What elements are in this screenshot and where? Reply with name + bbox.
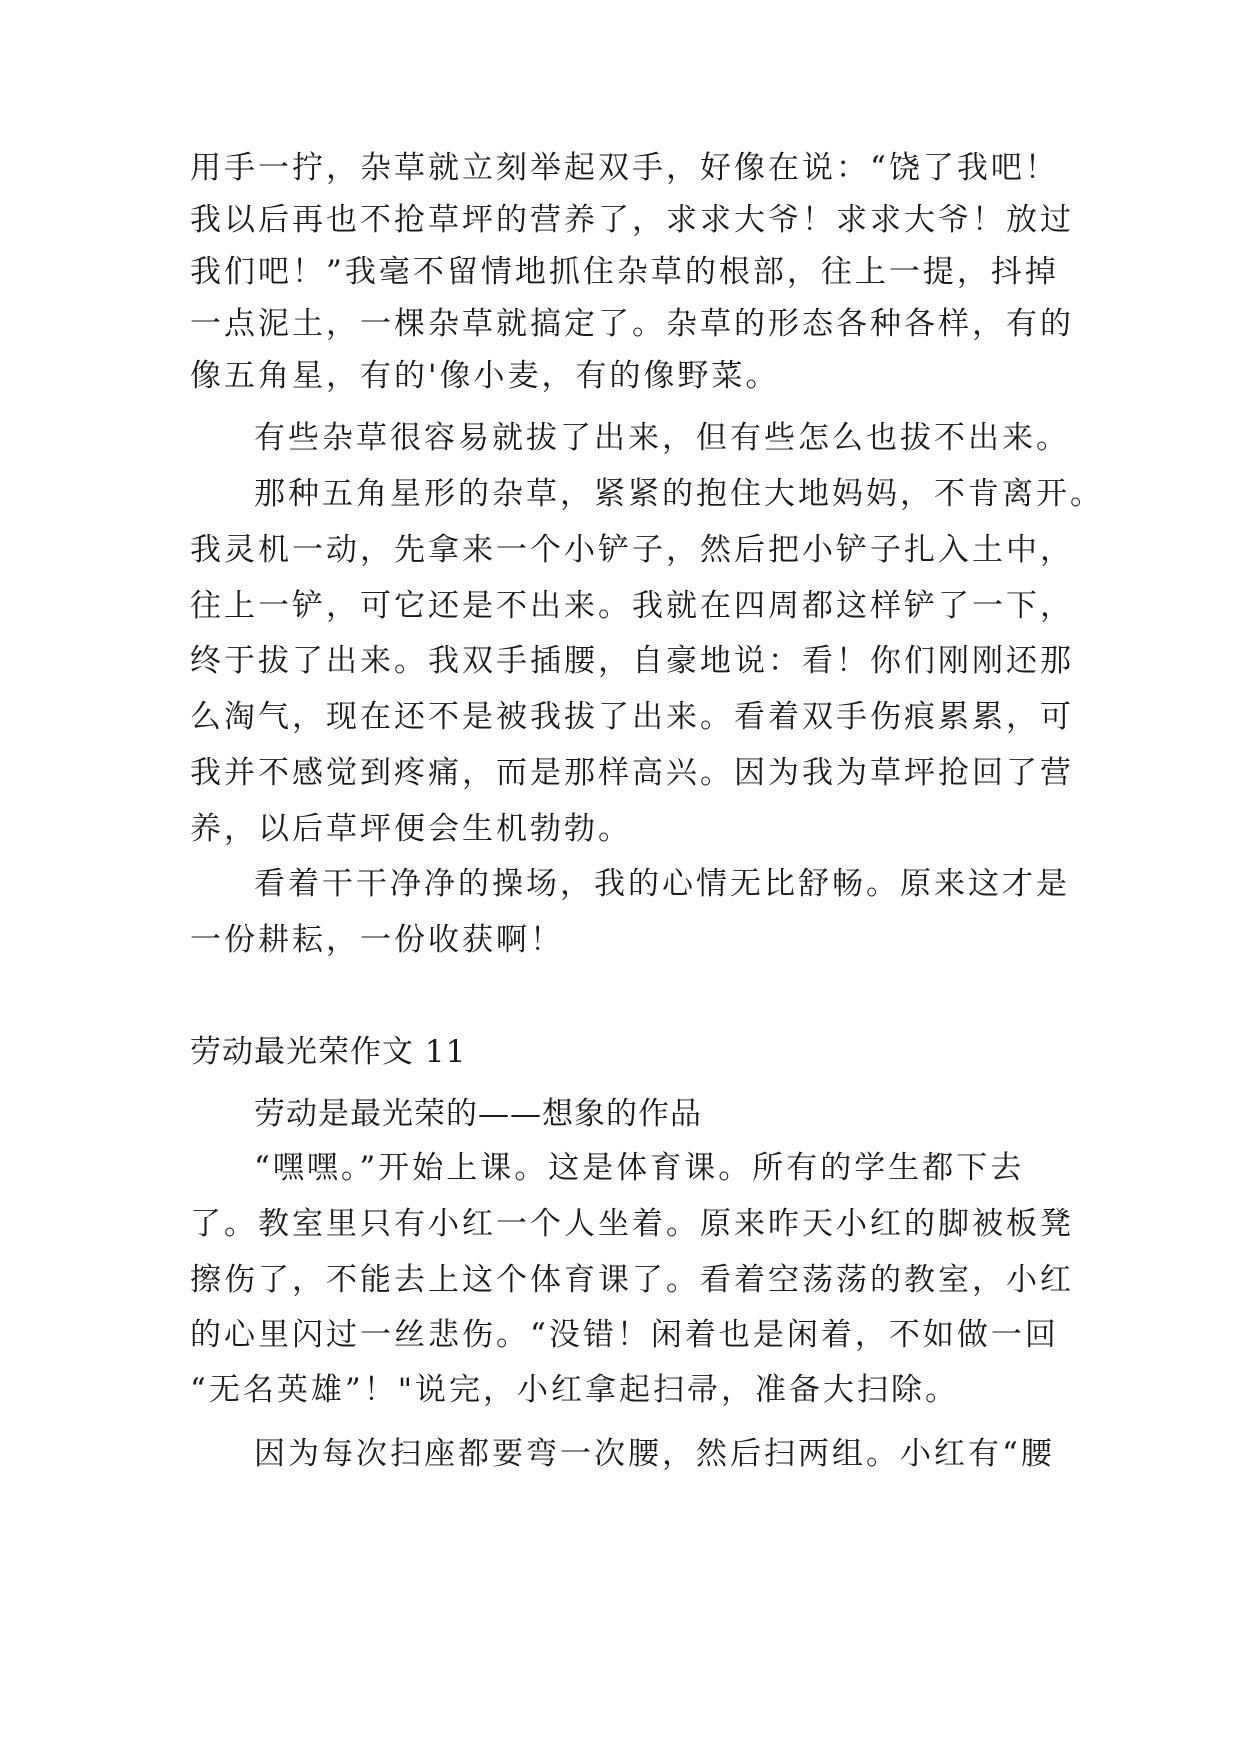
paragraph-start: 看着干干净净的操场，我的心情无比舒畅。原来这才是 bbox=[254, 866, 1070, 902]
text-line: 往上一铲，可它还是不出来。我就在四周都这样铲了一下， bbox=[190, 588, 1074, 624]
paragraph-start: 有些杂草很容易就拔了出来，但有些怎么也拔不出来。 bbox=[254, 420, 1070, 456]
text-line: “无名英雄”！"说完，小红拿起扫帚，准备大扫除。 bbox=[190, 1372, 959, 1408]
text-line: 么淘气，现在还不是被我拔了出来。看着双手伤痕累累，可 bbox=[190, 699, 1074, 735]
paragraph-start: 那种五角星形的杂草，紧紧的抱住大地妈妈，不肯离开。 bbox=[254, 476, 1104, 512]
text-line: 用手一拧，杂草就立刻举起双手，好像在说：“饶了我吧！ bbox=[190, 150, 1059, 186]
text-line: 我灵机一动，先拿来一个小铲子，然后把小铲子扎入土中， bbox=[190, 532, 1074, 568]
text-line: 擦伤了，不能去上这个体育课了。看着空荡荡的教室，小红 bbox=[190, 1262, 1074, 1298]
text-line: 的心里闪过一丝悲伤。“没错！闲着也是闲着，不如做一回 bbox=[190, 1317, 1059, 1353]
section-title: 劳动最光荣作文 11 bbox=[190, 1034, 467, 1070]
text-line: 一份耕耘，一份收获啊！ bbox=[190, 922, 564, 958]
text-line: 了。教室里只有小红一个人坐着。原来昨天小红的脚被板凳 bbox=[190, 1206, 1074, 1242]
text-line: 一点泥土，一棵杂草就搞定了。杂草的形态各种各样，有的 bbox=[190, 306, 1074, 342]
text-line: 养，以后草坪便会生机勃勃。 bbox=[190, 811, 632, 847]
subtitle: 劳动是最光荣的——想象的作品 bbox=[254, 1096, 702, 1132]
text-line: 我以后再也不抢草坪的营养了，求求大爷！求求大爷！放过 bbox=[190, 202, 1074, 238]
text-line: 我并不感觉到疼痛，而是那样高兴。因为我为草坪抢回了营 bbox=[190, 755, 1074, 791]
text-line: 我们吧！”我毫不留情地抓住杂草的根部，往上一提，抖掉 bbox=[190, 254, 1059, 290]
text-line: 终于拔了出来。我双手插腰，自豪地说：看！你们刚刚还那 bbox=[190, 643, 1074, 679]
paragraph-start: “嘿嘿。”开始上课。这是体育课。所有的学生都下去 bbox=[254, 1150, 1025, 1186]
paragraph-start: 因为每次扫座都要弯一次腰，然后扫两组。小红有“腰 bbox=[254, 1436, 1055, 1472]
text-line: 像五角星，有的'像小麦，有的像野菜。 bbox=[190, 358, 780, 394]
